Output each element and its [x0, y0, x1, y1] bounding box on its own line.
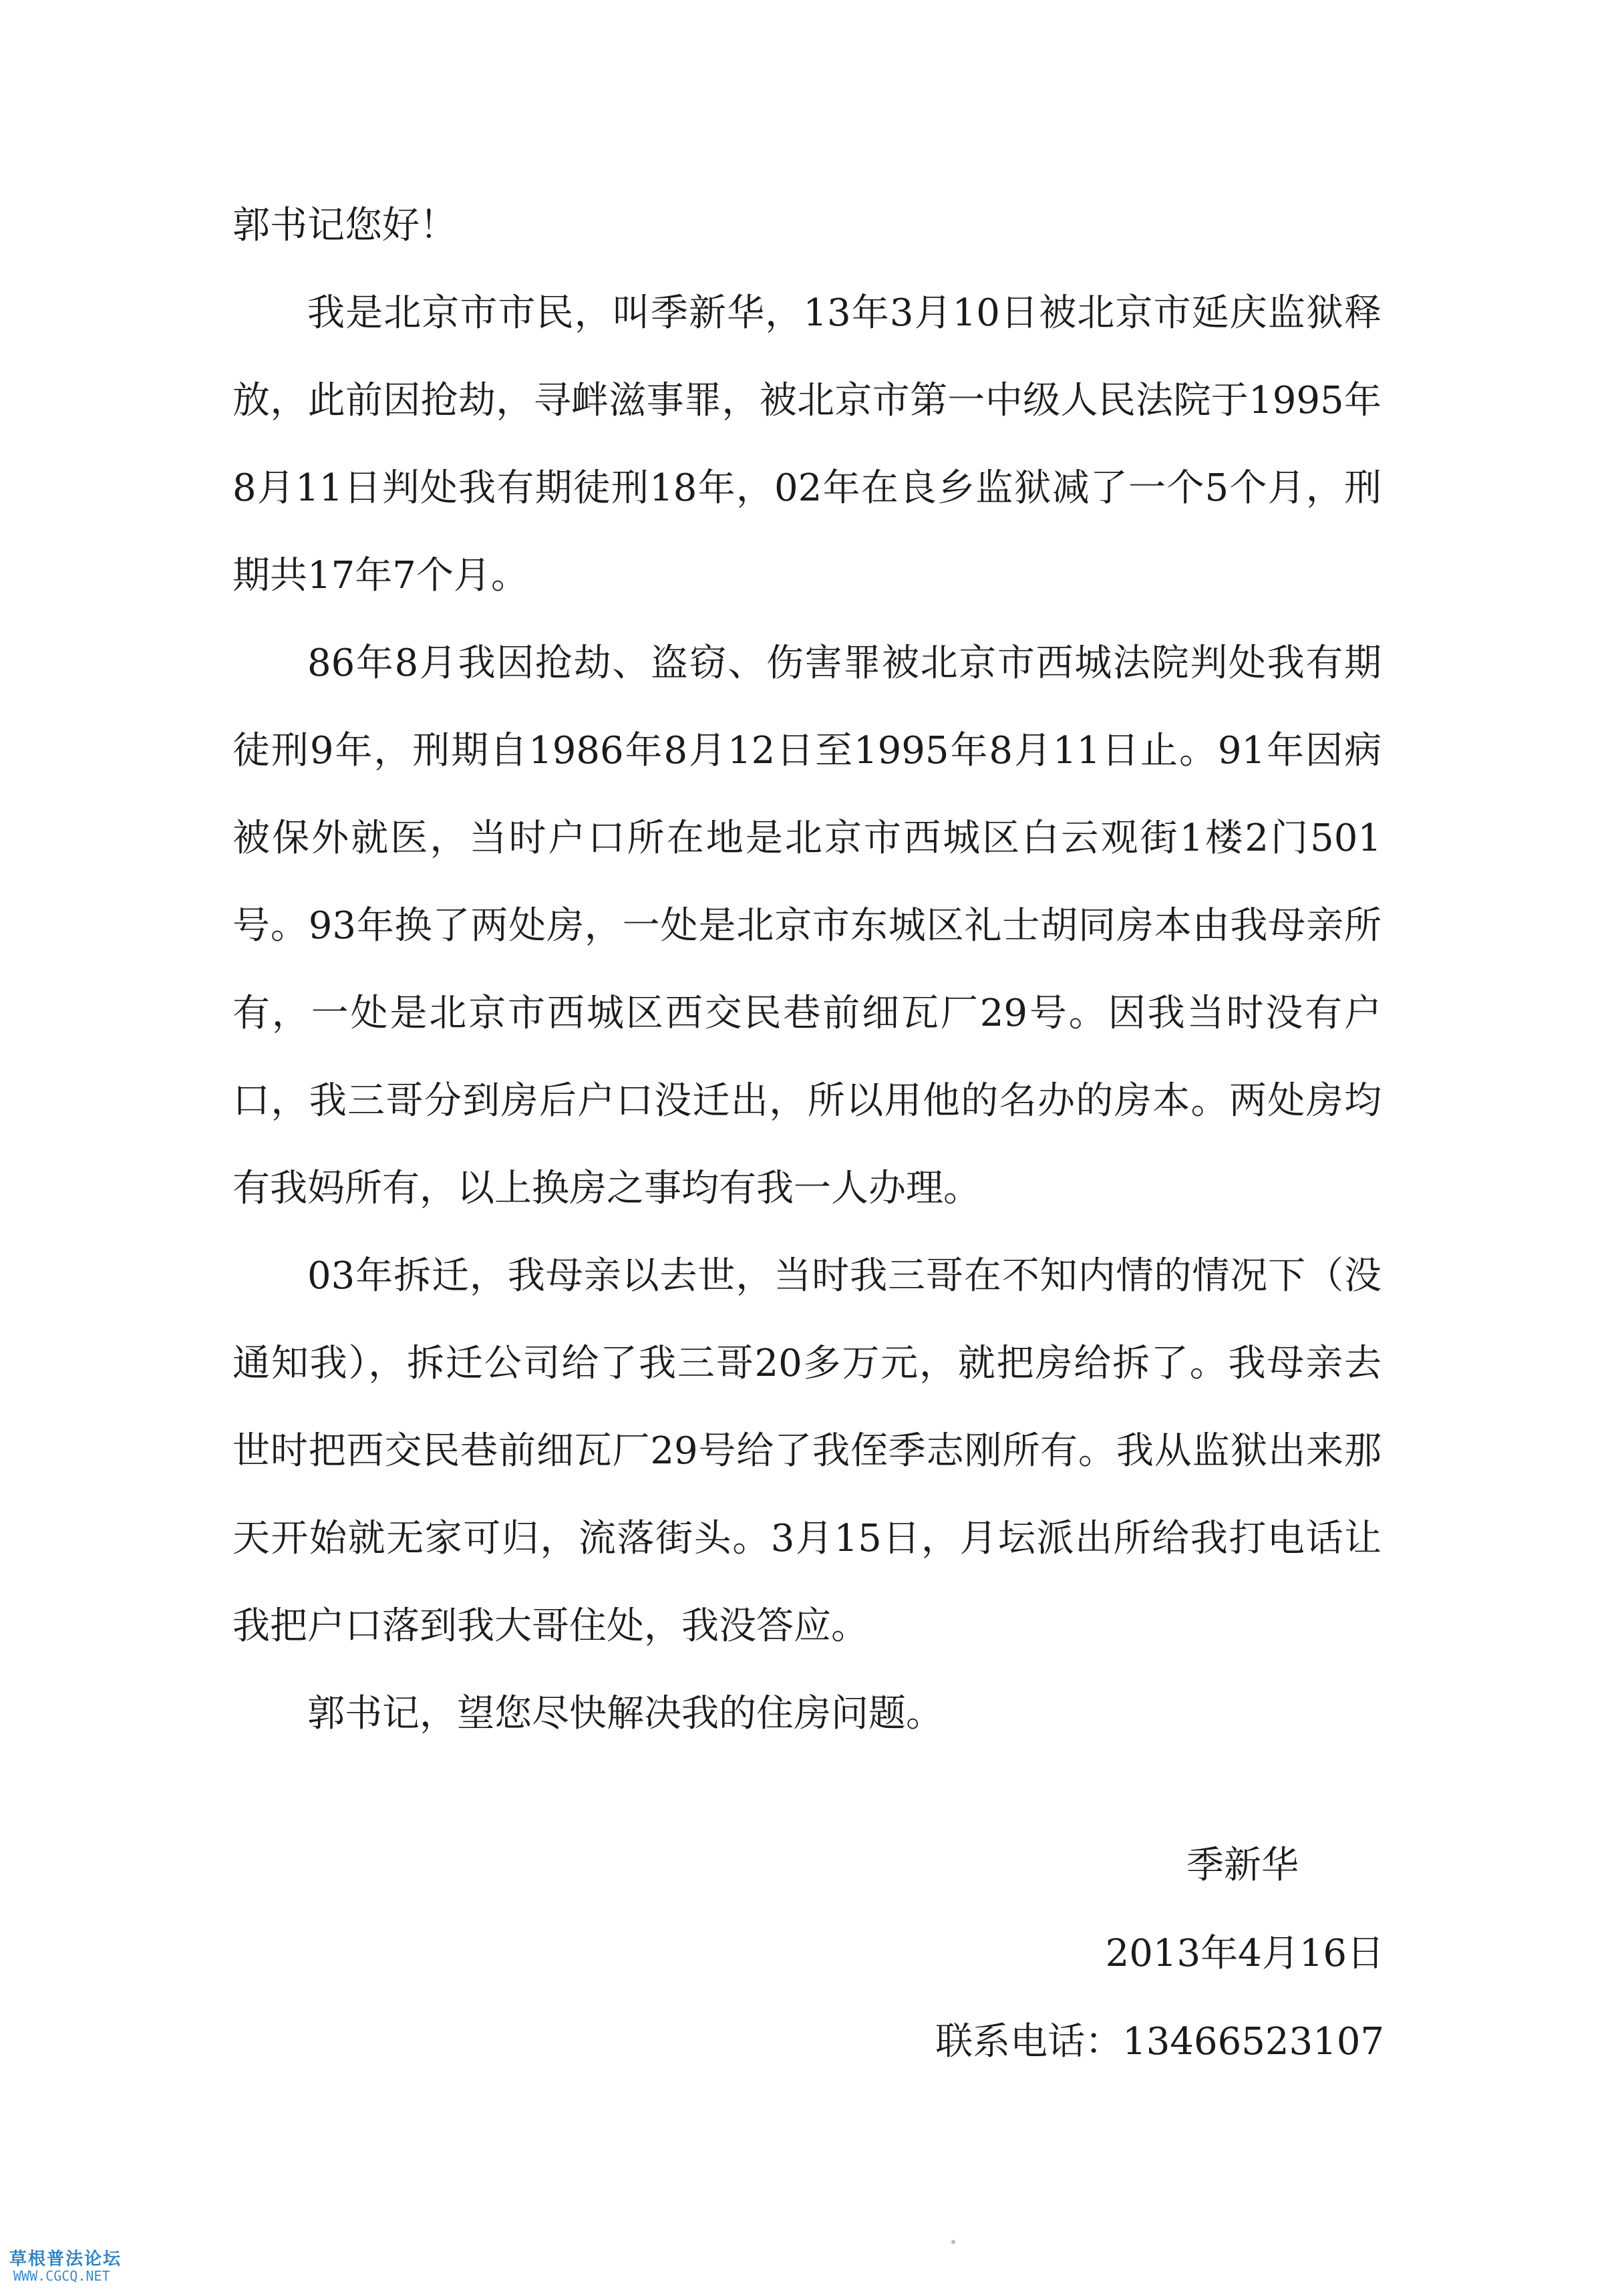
signature-name: 季新华: [1186, 1844, 1299, 1887]
watermark-site: WWW.CGCQ.NET: [13, 2268, 110, 2284]
letter-greeting: 郭书记您好！: [232, 204, 457, 247]
letter-paragraph: 我是北京市市民，叫季新华，13年3月10日被北京市延庆监狱释放，此前因抢劫，寻衅滋事罪，被北京市第一中级人民法院于1995年8月11日判处我有期徒刑18年，02年在良乡监狱减了一个5个月，刑期共17年7个月。: [232, 291, 1382, 597]
signature-phone: 联系电话：13466523107: [935, 2020, 1384, 2063]
letter-paragraph: 郭书记，望您尽快解决我的住房问题。: [307, 1692, 943, 1735]
watermark-title: 草根普法论坛: [9, 2249, 122, 2269]
letter-body: [232, 182, 1382, 1757]
scan-speck: [951, 2240, 955, 2244]
signature-date: 2013年4月16日: [1105, 1932, 1384, 1975]
site-watermark: [9, 2245, 156, 2289]
letter-paragraph: 86年8月我因抢劫、盗窃、伤害罪被北京市西城法院判处我有期徒刑9年，刑期自1986年8月12日至1995年8月11日止。91年因病被保外就医，当时户口所在地是北京市西城区白云观街1楼2门501号。93年换了两处房，一处是北京市东城区礼士胡同房本由我母亲所有，一处是北京市西城区西交民巷前细瓦厂29号。因我当时没有户口，我三哥分到房后户口没迁出，所以用他的名办的房本。两处房均有我妈所有，以上换房之事均有我一人办理。: [232, 641, 1382, 1210]
letter-paragraph: 03年拆迁，我母亲以去世，当时我三哥在不知内情的情况下（没通知我），拆迁公司给了我三哥20多万元，就把房给拆了。我母亲去世时把西交民巷前细瓦厂29号给了我侄季志刚所有。我从监狱出来那天开始就无家可归，流落街头。3月15日，月坛派出所给我打电话让我把户口落到我大哥住处，我没答应。: [232, 1254, 1382, 1648]
